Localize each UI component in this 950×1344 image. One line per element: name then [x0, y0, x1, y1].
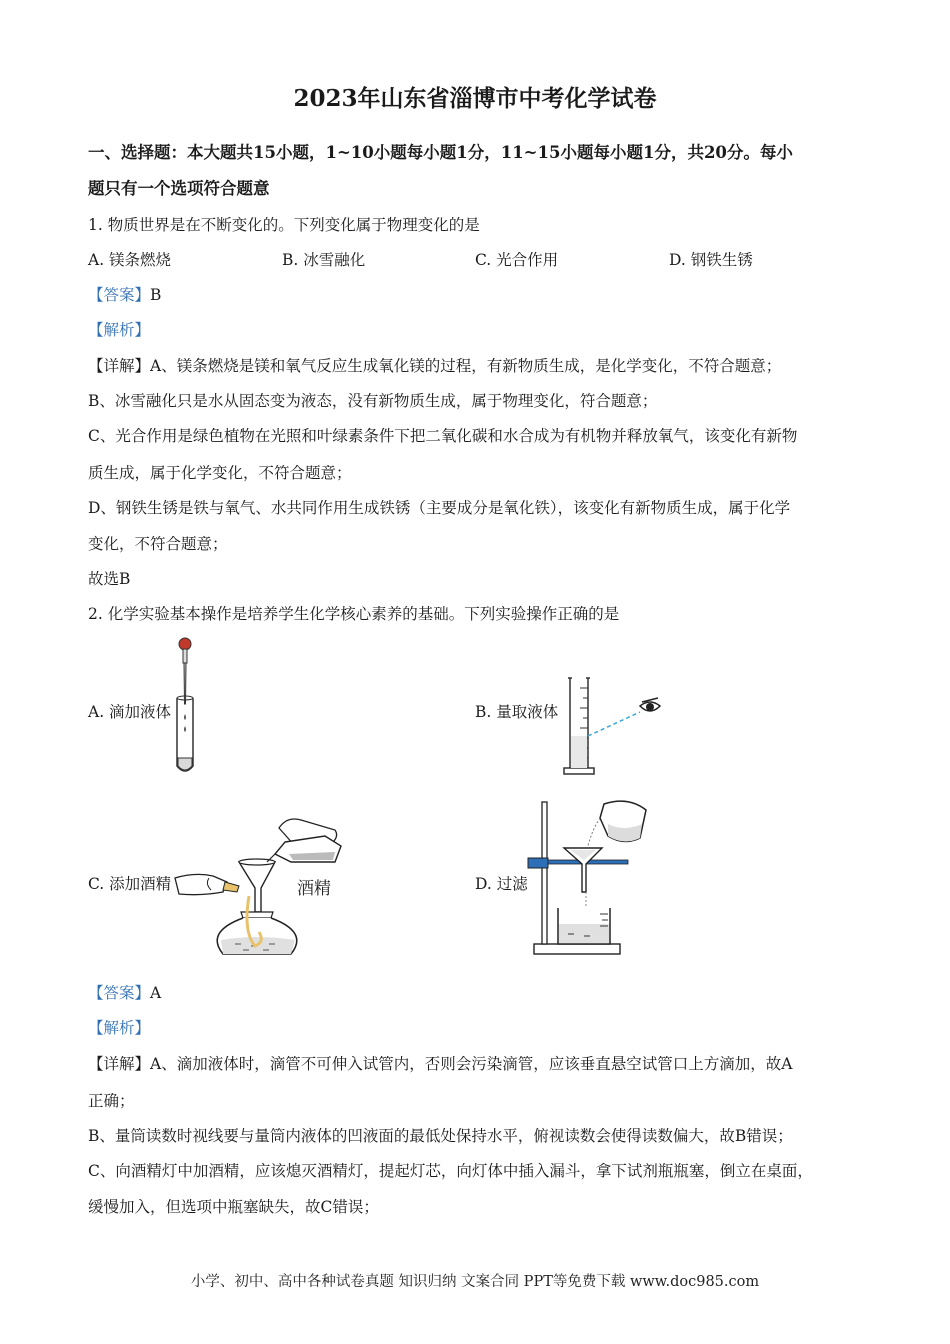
- q2-answer: A: [150, 984, 162, 1002]
- figure-measuring-liquid: [560, 676, 665, 776]
- q1-detail-text-1: A、镁条燃烧是镁和氧气反应生成氧化镁的过程，有新物质生成，是化学变化，不符合题意；: [150, 357, 782, 375]
- q2-analysis-tag: 【解析】: [88, 1019, 151, 1037]
- page-footer: 小学、初中、高中各种试卷真题 知识归纳 文案合同 PPT等免费下载 www.doc985.com: [190, 1274, 760, 1290]
- page-title: 2023年山东省淄博市中考化学试卷: [293, 85, 657, 112]
- q1-option-b: B. 冰雪融化: [282, 251, 366, 269]
- q1-detail-line-7: 故选B: [88, 570, 131, 588]
- q2-option-c: C. 添加酒精: [88, 875, 172, 893]
- q2-detail-line-1: [88, 1053, 792, 1075]
- q1-detail-line-6: 变化，不符合题意；: [88, 535, 228, 553]
- q1-detail-line-2: B、冰雪融化只是水从固态变为液态，没有新物质生成，属于物理变化，符合题意；: [88, 392, 658, 410]
- q1-detail-line-3: C、光合作用是绿色植物在光照和叶绿素条件下把二氧化碳和水合成为有机物并释放氧气，该变化有新物: [88, 427, 798, 445]
- q1-analysis-tag: 【解析】: [88, 321, 151, 339]
- q2-detail-line-3: B、量筒读数时视线要与量筒内液体的凹液面的最低处保持水平，俯视读数会使得读数偏大，故B错误；: [88, 1127, 793, 1145]
- alcohol-label: 酒精: [297, 879, 331, 898]
- q1-detail-tag: 【详解】: [88, 357, 151, 375]
- section-heading-line1: 一、选择题：本大题共15小题，1~10小题每小题1分，11~15小题每小题1分，共20分。每小: [88, 143, 793, 162]
- q1-detail-line-5: D、钢铁生锈是铁与氧气、水共同作用生成铁锈（主要成分是氧化铁），该变化有新物质生成，属于化学: [88, 499, 791, 517]
- q2-option-a: A. 滴加液体: [88, 703, 172, 721]
- figure-dropping-liquid: [168, 636, 208, 778]
- figure-filtration: [528, 796, 653, 960]
- q2-detail-line-4: C、向酒精灯中加酒精，应该熄灭酒精灯，提起灯芯，向灯体中插入漏斗，拿下试剂瓶瓶塞，倒立在桌面，: [88, 1162, 813, 1180]
- q2-answer-line: [88, 982, 161, 1004]
- q1-detail-line-4: 质生成，属于化学变化，不符合题意；: [88, 464, 352, 482]
- figure-adding-alcohol: [175, 812, 365, 967]
- section-heading-line2: 题只有一个选项符合题意: [88, 179, 270, 198]
- q1-option-a: A. 镁条燃烧: [88, 251, 172, 269]
- q2-stem: 2. 化学实验基本操作是培养学生化学核心素养的基础。下列实验操作正确的是: [88, 605, 620, 623]
- q2-option-d: D. 过滤: [475, 875, 528, 893]
- q1-stem: 1. 物质世界是在不断变化的。下列变化属于物理变化的是: [88, 216, 480, 234]
- q2-detail-tag: 【详解】: [88, 1055, 151, 1073]
- q1-answer-line: [88, 284, 161, 306]
- q1-option-c: C. 光合作用: [475, 251, 559, 269]
- q2-option-b: B. 量取液体: [475, 703, 559, 721]
- q1-answer-tag: 【答案】: [88, 286, 151, 304]
- q2-detail-line-5: 缓慢加入，但选项中瓶塞缺失，故C错误；: [88, 1198, 379, 1216]
- q2-detail-text-1: A、滴加液体时，滴管不可伸入试管内，否则会污染滴管，应该垂直悬空试管口上方滴加，故A: [150, 1055, 793, 1073]
- q2-answer-tag: 【答案】: [88, 984, 151, 1002]
- q1-option-d: D. 钢铁生锈: [669, 251, 753, 269]
- q1-detail-line-1: [88, 355, 781, 377]
- q2-detail-line-2: 正确；: [88, 1092, 135, 1110]
- q1-answer: B: [150, 286, 162, 304]
